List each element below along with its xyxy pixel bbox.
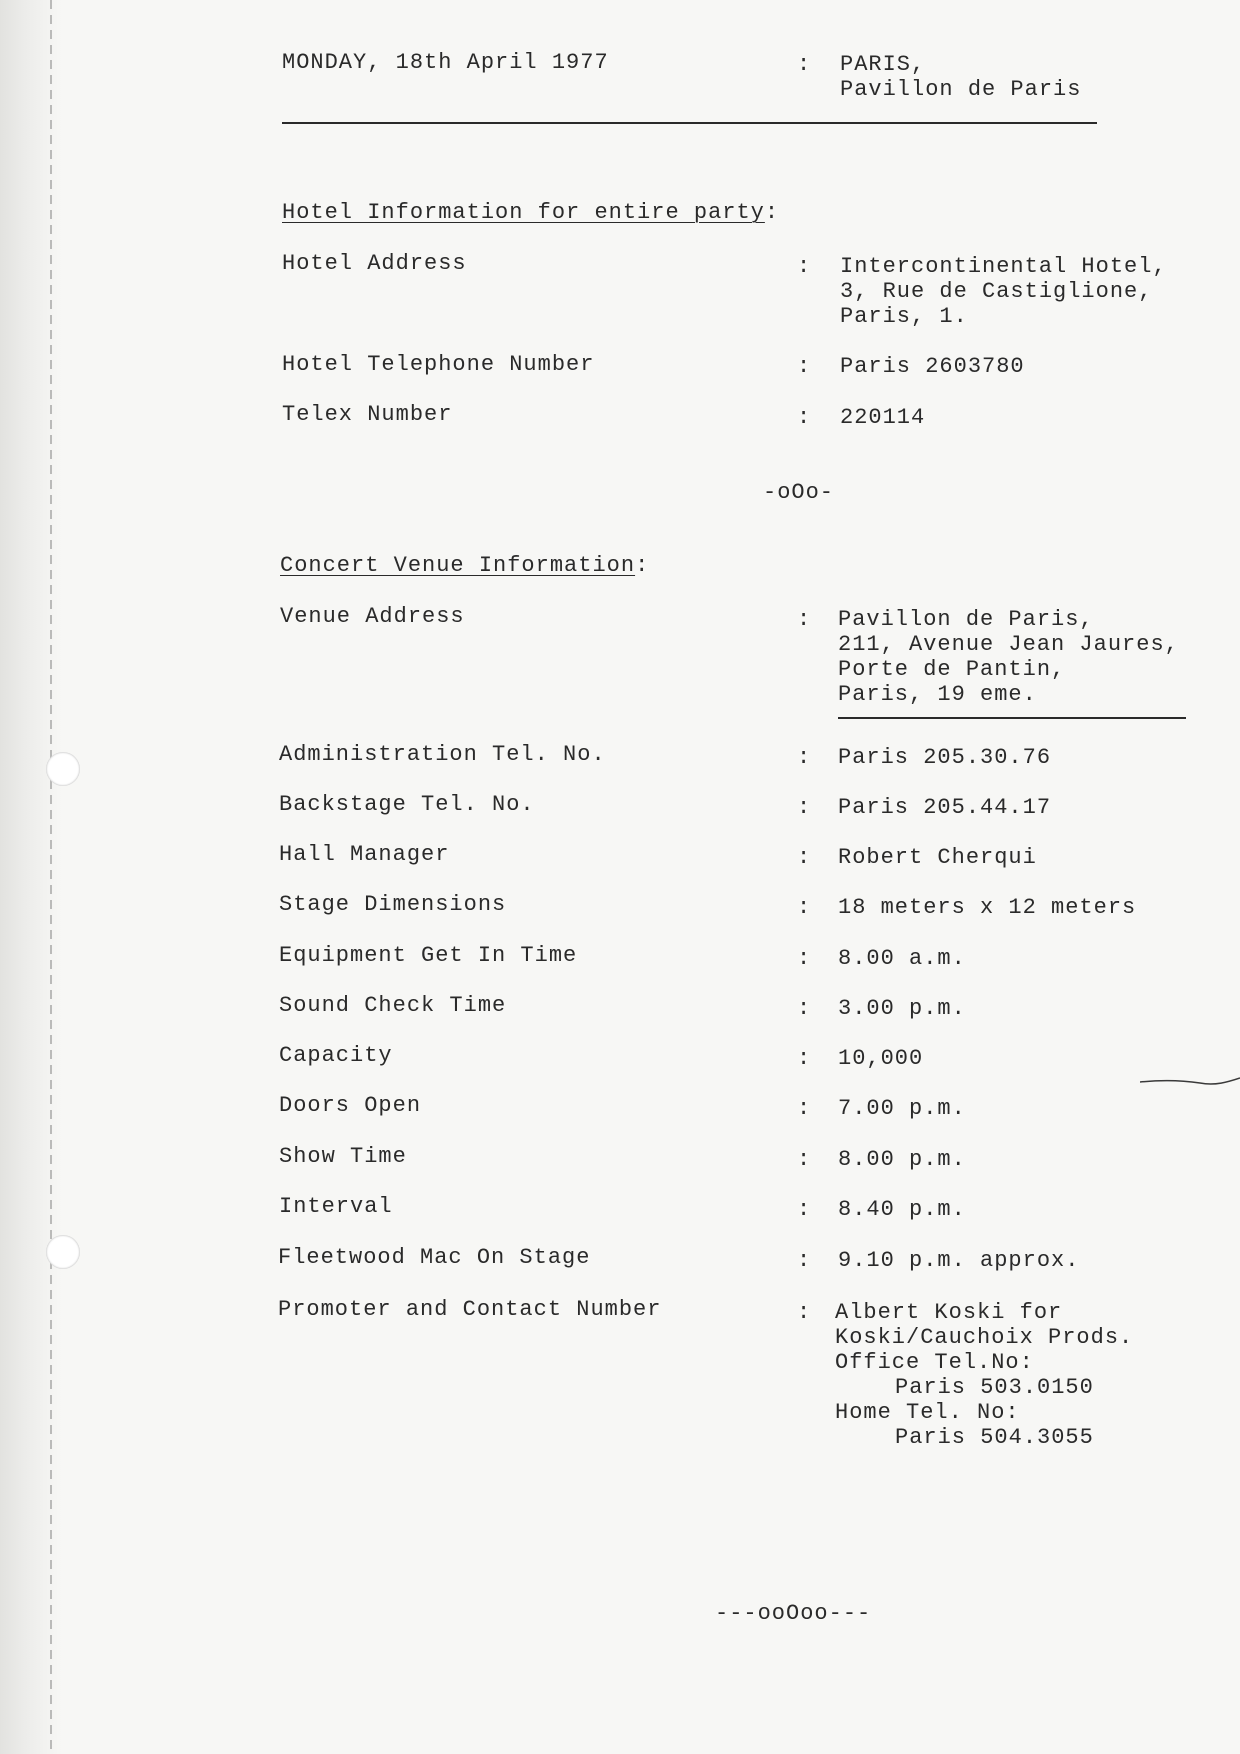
stage-dimensions-value: 18 meters x 12 meters bbox=[838, 895, 1137, 920]
hotel-phone-label: Hotel Telephone Number bbox=[282, 352, 595, 377]
admin-tel-label: Administration Tel. No. bbox=[279, 742, 606, 767]
stage-dimensions-label: Stage Dimensions bbox=[279, 892, 507, 917]
telex-value: 220114 bbox=[840, 405, 926, 430]
backstage-tel-value: Paris 205.44.17 bbox=[838, 795, 1052, 820]
header-venue: Pavillon de Paris bbox=[840, 77, 1082, 102]
hotel-phone-colon: : bbox=[797, 354, 812, 379]
interval-value: 8.40 p.m. bbox=[838, 1197, 966, 1222]
get-in-time-colon: : bbox=[797, 946, 812, 971]
backstage-tel-label: Backstage Tel. No. bbox=[279, 792, 535, 817]
sound-check-label: Sound Check Time bbox=[279, 993, 507, 1018]
venue-address-label: Venue Address bbox=[280, 604, 465, 629]
header-date: MONDAY, 18th April 1977 bbox=[282, 50, 609, 75]
telex-label: Telex Number bbox=[282, 402, 453, 427]
hotel-address-line-2: 3, Rue de Castiglione, bbox=[840, 279, 1153, 304]
capacity-colon: : bbox=[797, 1046, 812, 1071]
home-tel-value: Paris 504.3055 bbox=[895, 1425, 1094, 1450]
venue-address-line-2: 211, Avenue Jean Jaures, bbox=[838, 632, 1179, 657]
show-time-value: 8.00 p.m. bbox=[838, 1147, 966, 1172]
hotel-address-line-3: Paris, 1. bbox=[840, 304, 968, 329]
home-tel-label: Home Tel. No: bbox=[835, 1400, 1020, 1425]
sound-check-value: 3.00 p.m. bbox=[838, 996, 966, 1021]
hall-manager-value: Robert Cherqui bbox=[838, 845, 1037, 870]
header-city: PARIS, bbox=[840, 52, 926, 77]
doors-open-label: Doors Open bbox=[279, 1093, 422, 1118]
venue-heading bbox=[280, 553, 649, 578]
venue-heading-text: Concert Venue Information bbox=[280, 553, 636, 578]
get-in-time-label: Equipment Get In Time bbox=[279, 943, 578, 968]
interval-colon: : bbox=[797, 1197, 812, 1222]
header-colon: : bbox=[797, 52, 812, 77]
hotel-heading-colon: : bbox=[764, 200, 780, 225]
stray-pen-mark bbox=[1140, 1070, 1240, 1094]
backstage-tel-colon: : bbox=[797, 795, 812, 820]
punch-hole-bottom bbox=[46, 1235, 80, 1269]
sound-check-colon: : bbox=[797, 996, 812, 1021]
on-stage-colon: : bbox=[797, 1248, 812, 1273]
capacity-value: 10,000 bbox=[838, 1046, 924, 1071]
venue-address-rule bbox=[838, 717, 1186, 719]
stage-dimensions-colon: : bbox=[797, 895, 812, 920]
punch-hole-top bbox=[46, 752, 80, 786]
end-separator: ---ooOoo--- bbox=[715, 1601, 872, 1626]
page-edge-shadow bbox=[0, 0, 62, 1754]
hotel-address-colon: : bbox=[797, 254, 812, 279]
show-time-colon: : bbox=[797, 1147, 812, 1172]
venue-address-line-4: Paris, 19 eme. bbox=[838, 682, 1037, 707]
hotel-address-label: Hotel Address bbox=[282, 251, 467, 276]
office-tel-value: Paris 503.0150 bbox=[895, 1375, 1094, 1400]
hall-manager-label: Hall Manager bbox=[279, 842, 450, 867]
promoter-line-1: Albert Koski for bbox=[835, 1300, 1063, 1325]
binding-edge-line bbox=[50, 0, 52, 1754]
show-time-label: Show Time bbox=[279, 1144, 407, 1169]
capacity-label: Capacity bbox=[279, 1043, 393, 1068]
hotel-heading bbox=[282, 200, 779, 225]
hall-manager-colon: : bbox=[797, 845, 812, 870]
interval-label: Interval bbox=[279, 1194, 393, 1219]
section-separator: -oOo- bbox=[763, 480, 835, 505]
venue-address-colon: : bbox=[797, 607, 812, 632]
telex-colon: : bbox=[797, 405, 812, 430]
hotel-phone-value: Paris 2603780 bbox=[840, 354, 1025, 379]
on-stage-value: 9.10 p.m. approx. bbox=[838, 1248, 1080, 1273]
venue-address-line-1: Pavillon de Paris, bbox=[838, 607, 1094, 632]
admin-tel-colon: : bbox=[797, 745, 812, 770]
promoter-line-2: Koski/Cauchoix Prods. bbox=[835, 1325, 1134, 1350]
venue-address-line-3: Porte de Pantin, bbox=[838, 657, 1066, 682]
hotel-address-line-1: Intercontinental Hotel, bbox=[840, 254, 1167, 279]
venue-heading-colon: : bbox=[635, 553, 650, 578]
get-in-time-value: 8.00 a.m. bbox=[838, 946, 966, 971]
promoter-colon: : bbox=[797, 1300, 812, 1325]
doors-open-value: 7.00 p.m. bbox=[838, 1096, 966, 1121]
office-tel-label: Office Tel.No: bbox=[835, 1350, 1034, 1375]
promoter-label: Promoter and Contact Number bbox=[278, 1297, 662, 1322]
hotel-heading-text: Hotel Information for entire party bbox=[282, 200, 765, 225]
on-stage-label: Fleetwood Mac On Stage bbox=[278, 1245, 591, 1270]
header-rule bbox=[282, 122, 1097, 124]
doors-open-colon: : bbox=[797, 1096, 812, 1121]
admin-tel-value: Paris 205.30.76 bbox=[838, 745, 1052, 770]
